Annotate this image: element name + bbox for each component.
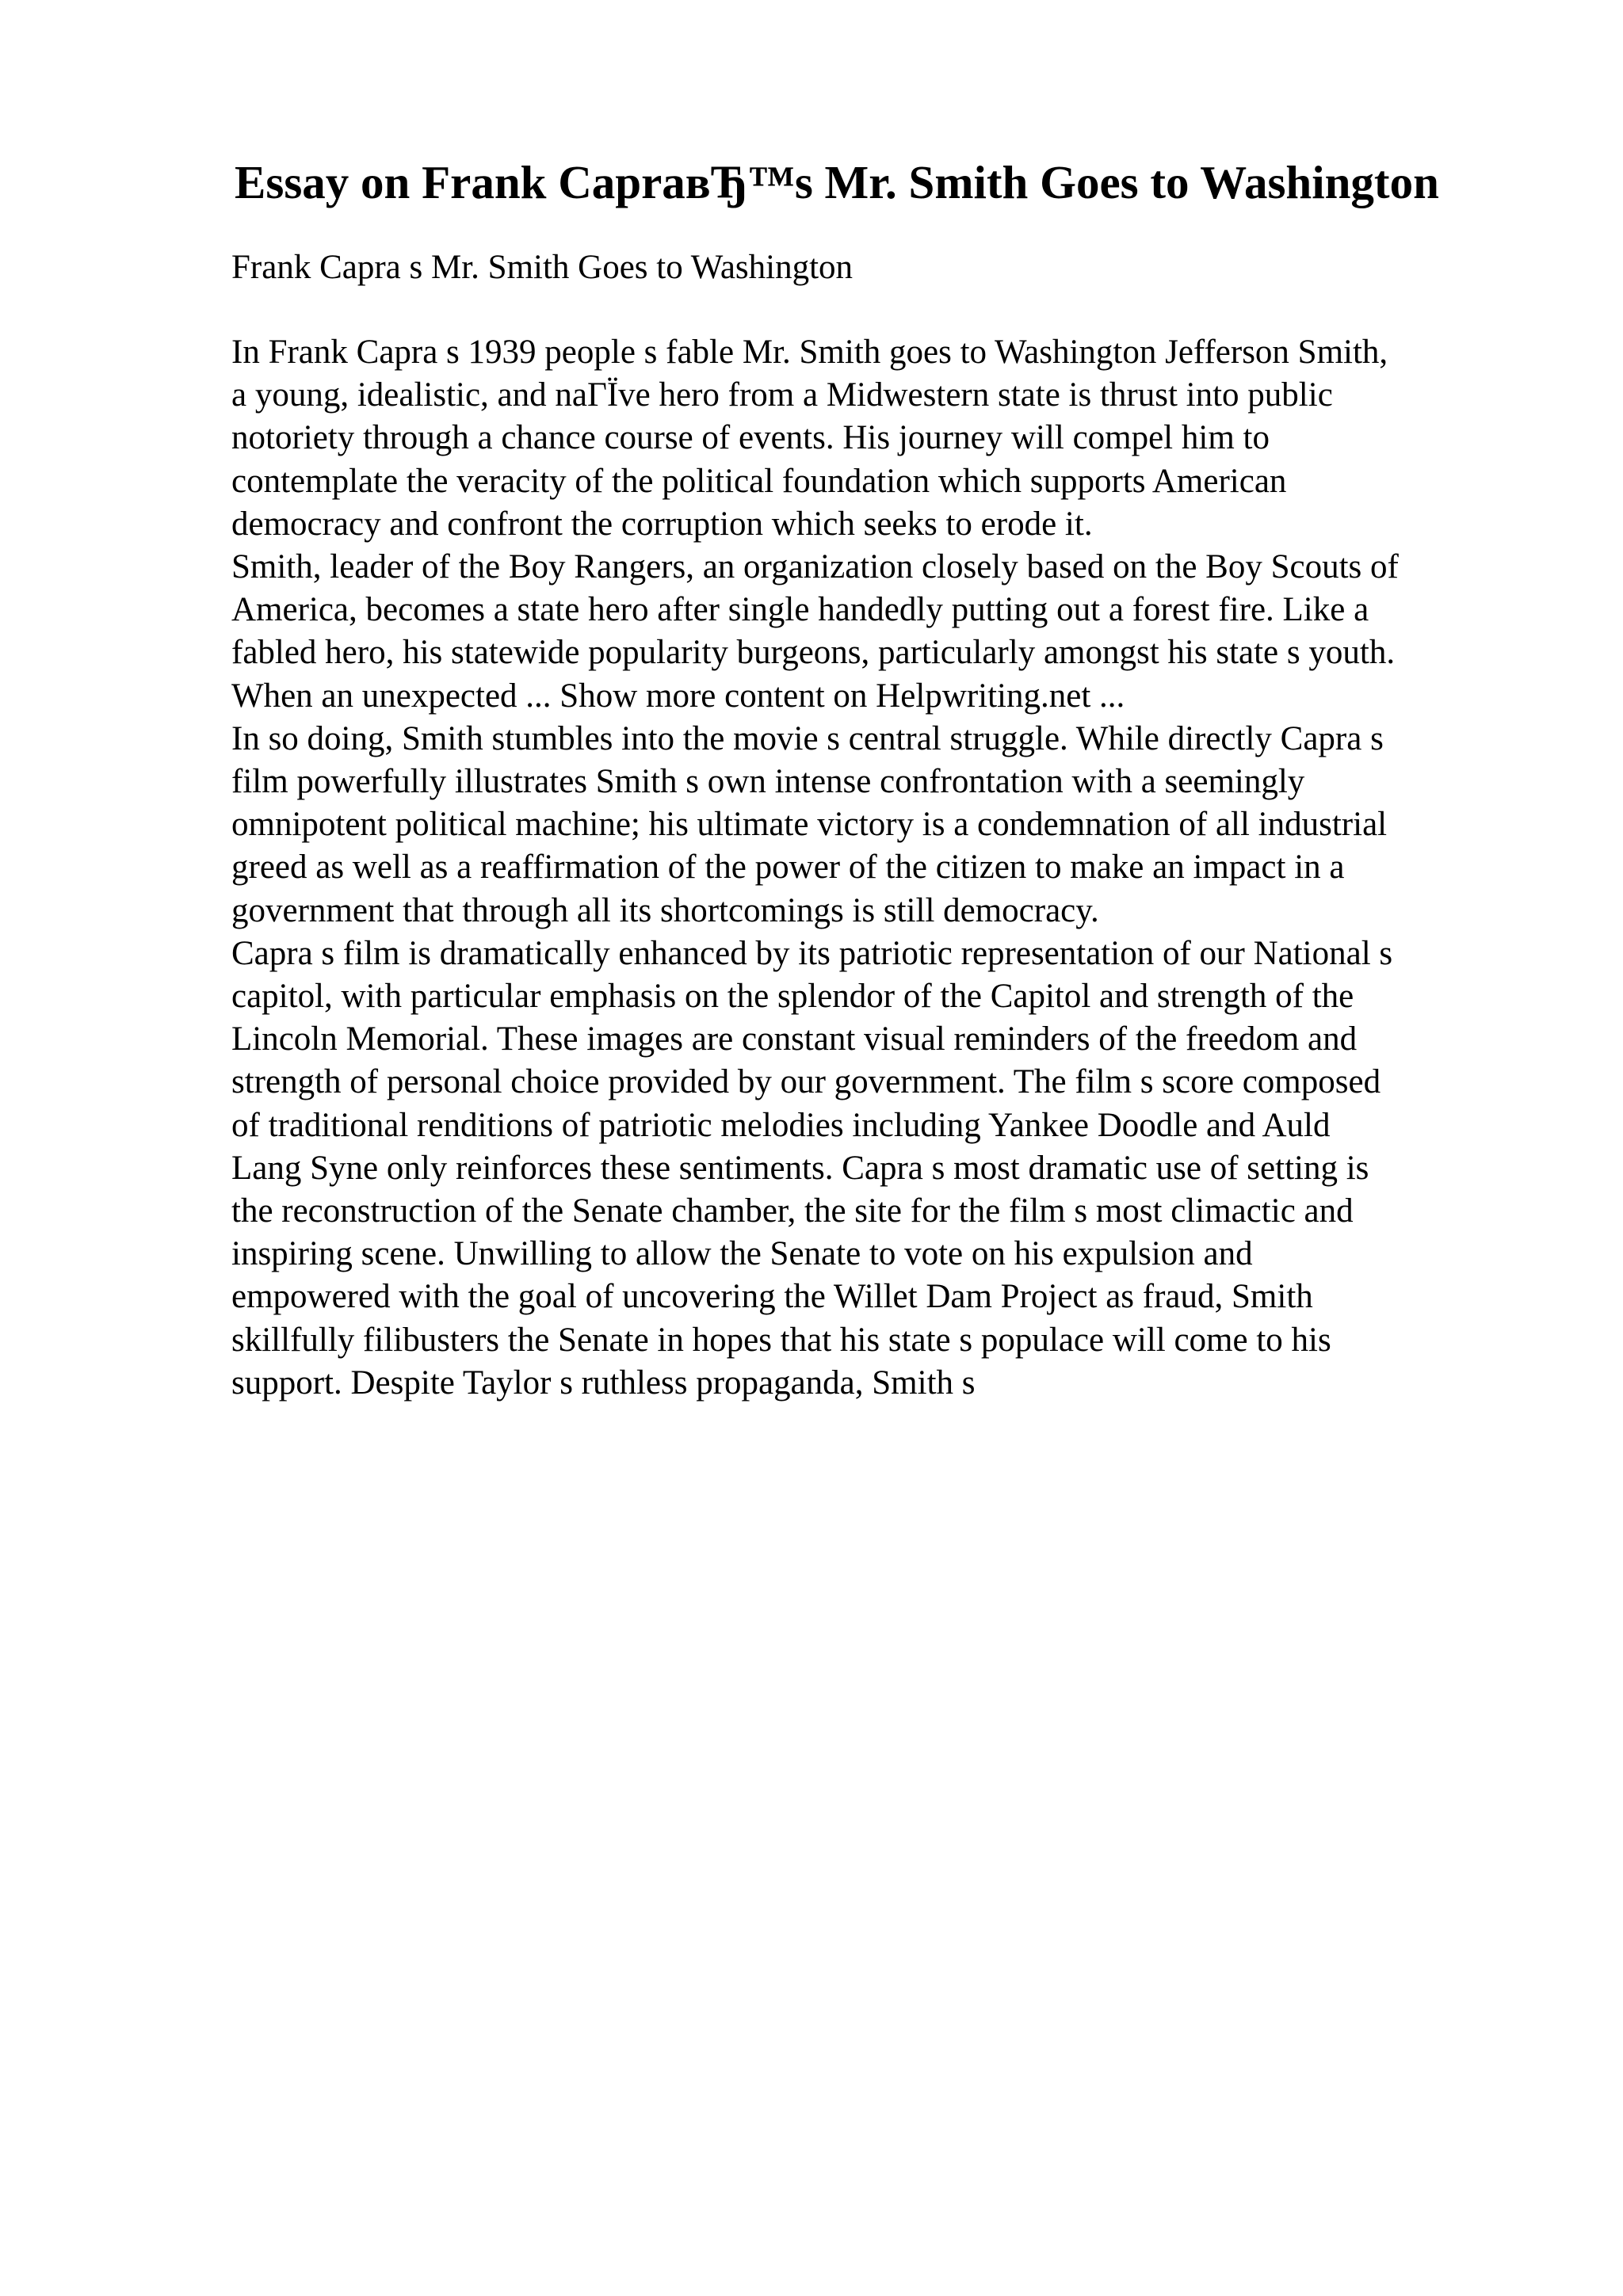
essay-body <box>231 331 1579 1405</box>
text-line: of traditional renditions of patriotic melodies including Yankee Doodle and Auld <box>231 1106 1331 1144</box>
text-line: a young, idealistic, and naГЇve hero from a Midwestern state is thrust into public <box>231 376 1333 414</box>
text-line: omnipotent political machine; his ultimate victory is a condemnation of all industrial <box>231 806 1388 844</box>
text-line: democracy and confront the corruption which seeks to erode it. <box>231 505 1093 543</box>
text-line: greed as well as a reaffirmation of the power of the citizen to make an impact in a <box>231 849 1345 887</box>
text-line: contemplate the veracity of the political foundation which supports American <box>231 462 1287 500</box>
essay-subtitle: Frank Capra s Mr. Smith Goes to Washington <box>231 249 854 286</box>
paragraph-2 <box>231 546 1579 718</box>
text-line: In Frank Capra s 1939 people s fable Mr. Smith goes to Washington Jefferson Smith, <box>231 334 1388 371</box>
paragraph-1 <box>231 331 1579 546</box>
text-line: the reconstruction of the Senate chamber, the site for the film s most climactic and <box>231 1192 1354 1230</box>
text-line: In so doing, Smith stumbles into the movie s central struggle. While directly Capra s <box>231 719 1384 757</box>
text-line: strength of personal choice provided by our government. The film s score composed <box>231 1063 1381 1101</box>
text-line: skillfully filibusters the Senate in hopes that his state s populace will come to his <box>231 1321 1331 1359</box>
text-line: empowered with the goal of uncovering the Willet Dam Project as fraud, Smith <box>231 1278 1313 1316</box>
text-line: Capra s film is dramatically enhanced by its patriotic representation of our National s <box>231 934 1393 972</box>
text-line: Lang Syne only reinforces these sentiments. Capra s most dramatic use of setting is <box>231 1149 1369 1187</box>
text-line: When an unexpected ... Show more content on Helpwriting.net ... <box>231 677 1125 715</box>
text-line: Lincoln Memorial. These images are constant visual reminders of the freedom and <box>231 1020 1358 1058</box>
text-line: inspiring scene. Unwilling to allow the Senate to vote on his expulsion and <box>231 1235 1253 1273</box>
essay-title: Essay on Frank CapraвЂ™s Mr. Smith Goes to Washington <box>235 156 1439 208</box>
text-line: notoriety through a chance course of events. His journey will compel him to <box>231 419 1270 457</box>
text-line: fabled hero, his statewide popularity burgeons, particularly amongst his state s youth. <box>231 634 1396 672</box>
text-line: America, becomes a state hero after single handedly putting out a forest fire. Like a <box>231 591 1369 629</box>
text-line: Smith, leader of the Boy Rangers, an organization closely based on the Boy Scouts of <box>231 548 1399 586</box>
text-line: capitol, with particular emphasis on the splendor of the Capitol and strength of the <box>231 978 1354 1016</box>
text-line: film powerfully illustrates Smith s own intense confrontation with a seemingly <box>231 763 1305 801</box>
paragraph-4 <box>231 933 1579 1405</box>
paragraph-3 <box>231 718 1579 933</box>
text-line: support. Despite Taylor s ruthless propaganda, Smith s <box>231 1363 976 1402</box>
text-line: government that through all its shortcomings is still democracy. <box>231 891 1099 929</box>
